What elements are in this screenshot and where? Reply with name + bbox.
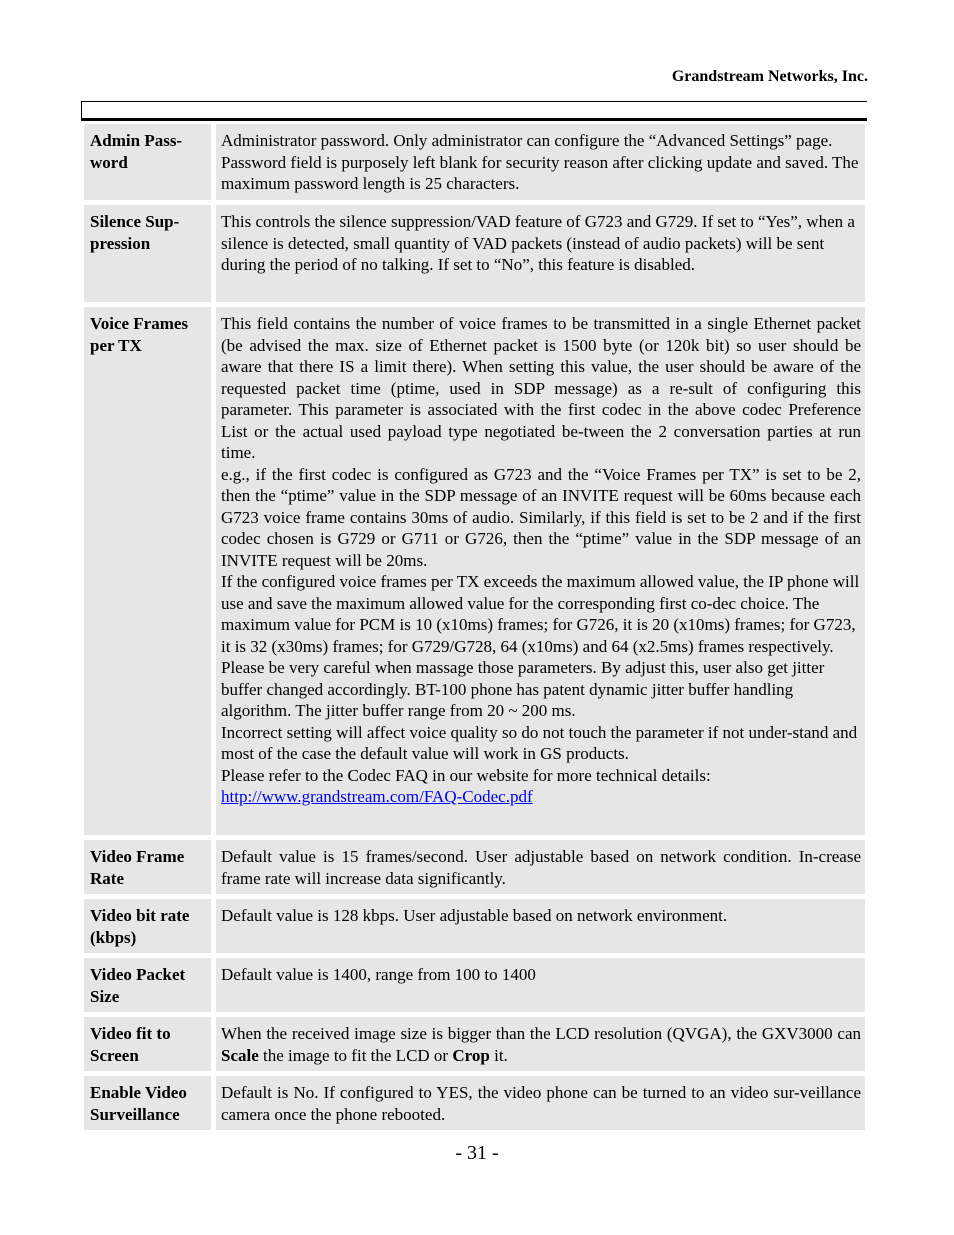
- row-label: Voice Frames per TX: [84, 307, 211, 835]
- settings-table: [84, 124, 865, 1135]
- description-paragraph: e.g., if the first codec is configured as G723 and the “Voice Frames per TX” is set to be 2, then the “ptime” value in the SDP message of an INVITE request will be 60ms because each G723 voice frame contains 30ms of audio. Similarly, if this field is set to be 2 and if the first codec chosen is G729 or G711 or G726, then the “ptime” value in the SDP message of an INVITE request will be 20ms.: [221, 464, 861, 570]
- row-description: [216, 1017, 865, 1071]
- description-paragraph: Incorrect setting will affect voice quality so do not touch the parameter if not under-stand and most of the case the default value will work in GS products.: [221, 722, 858, 763]
- codec-faq-link[interactable]: http://www.grandstream.com/FAQ-Codec.pdf: [221, 787, 533, 806]
- description-text: When the received image size is bigger than the LCD resolution (QVGA), the GXV3000 can: [221, 1024, 861, 1043]
- crop-keyword: Crop: [452, 1045, 490, 1065]
- table-row-video-fit-to-screen: [84, 1017, 865, 1071]
- page-number: - 31 -: [455, 1142, 499, 1164]
- table-row-enable-video-surveillance: [84, 1076, 865, 1130]
- row-description: Default value is 15 frames/second. User adjustable based on network condition. In-crease frame rate will increase data significantly.: [216, 840, 865, 894]
- row-label: Enable Video Surveillance: [84, 1076, 211, 1130]
- description-paragraph: Please refer to the Codec FAQ in our website for more technical details:: [221, 765, 711, 785]
- row-description: Administrator password. Only administrator can configure the “Advanced Settings” page. Password field is purposely left blank for security reason after clicking update and saved. The maximum password length is 25 characters.: [216, 124, 865, 200]
- table-row-voice-frames-per-tx: [84, 307, 865, 835]
- table-row-admin-password: [84, 124, 865, 200]
- header-rule-tick: [81, 101, 82, 118]
- table-row-video-bit-rate: [84, 899, 865, 953]
- table-row-silence-suppression: [84, 205, 865, 302]
- description-paragraph: If the configured voice frames per TX exceeds the maximum allowed value, the IP phone will use and save the maximum allowed value for the corresponding first co-dec choice. The maximum value for PCM is 10 (x10ms) frames; for G726, it is 20 (x10ms) frames; for G723, it is 32 (x30ms) frames; for G729/G728, 64 (x10ms) and 64 (x2.5ms) frames respectively.: [221, 572, 860, 656]
- table-row-video-packet-size: [84, 958, 865, 1012]
- row-label: Video fit to Screen: [84, 1017, 211, 1071]
- row-description: Default value is 1400, range from 100 to 1400: [216, 958, 865, 1012]
- description-paragraph: This field contains the number of voice frames to be transmitted in a single Ethernet packet (be advised the max. size of Ethernet packet is 1500 byte (or 120k bit) so user should be aware that there IS a limit there). When setting this value, the user should be aware of the requested packet time (ptime, used in SDP message) as a re-sult of configuring this parameter. This parameter is associated with the first codec in the above codec Preference List or the actual used payload type negotiated be-tween the 2 conversation parties at run time.: [221, 314, 861, 462]
- row-description: Default is No. If configured to YES, the video phone can be turned to an video sur-veillance camera once the phone rebooted.: [216, 1076, 865, 1130]
- row-label: Silence Sup-pression: [84, 205, 211, 302]
- row-label: Video bit rate (kbps): [84, 899, 211, 953]
- header-rule-thin: [81, 101, 867, 102]
- row-label: Video Frame Rate: [84, 840, 211, 894]
- row-description: Default value is 128 kbps. User adjustable based on network environment.: [216, 899, 865, 953]
- description-paragraph: Please be very careful when massage those parameters. By adjust this, user also get jitter buffer changed accordingly. BT-100 phone has patent dynamic jitter buffer handling algorithm. The jitter buffer range from 20 ~ 200 ms.: [221, 658, 825, 720]
- row-description: This controls the silence suppression/VAD feature of G723 and G729. If set to “Yes”, when a silence is detected, small quantity of VAD packets (instead of audio packets) will be sent during the period of no talking. If set to “No”, this feature is disabled.: [216, 205, 865, 302]
- row-label: Video Packet Size: [84, 958, 211, 1012]
- header-company-name: Grandstream Networks, Inc.: [671, 68, 868, 85]
- description-text: the image to fit the LCD or: [258, 1045, 453, 1065]
- scale-keyword: Scale: [221, 1045, 259, 1065]
- row-description: [216, 307, 865, 835]
- description-text: it.: [489, 1045, 508, 1065]
- table-row-video-frame-rate: [84, 840, 865, 894]
- row-label: Admin Pass-word: [84, 124, 211, 200]
- header-rule-thick: [81, 118, 867, 121]
